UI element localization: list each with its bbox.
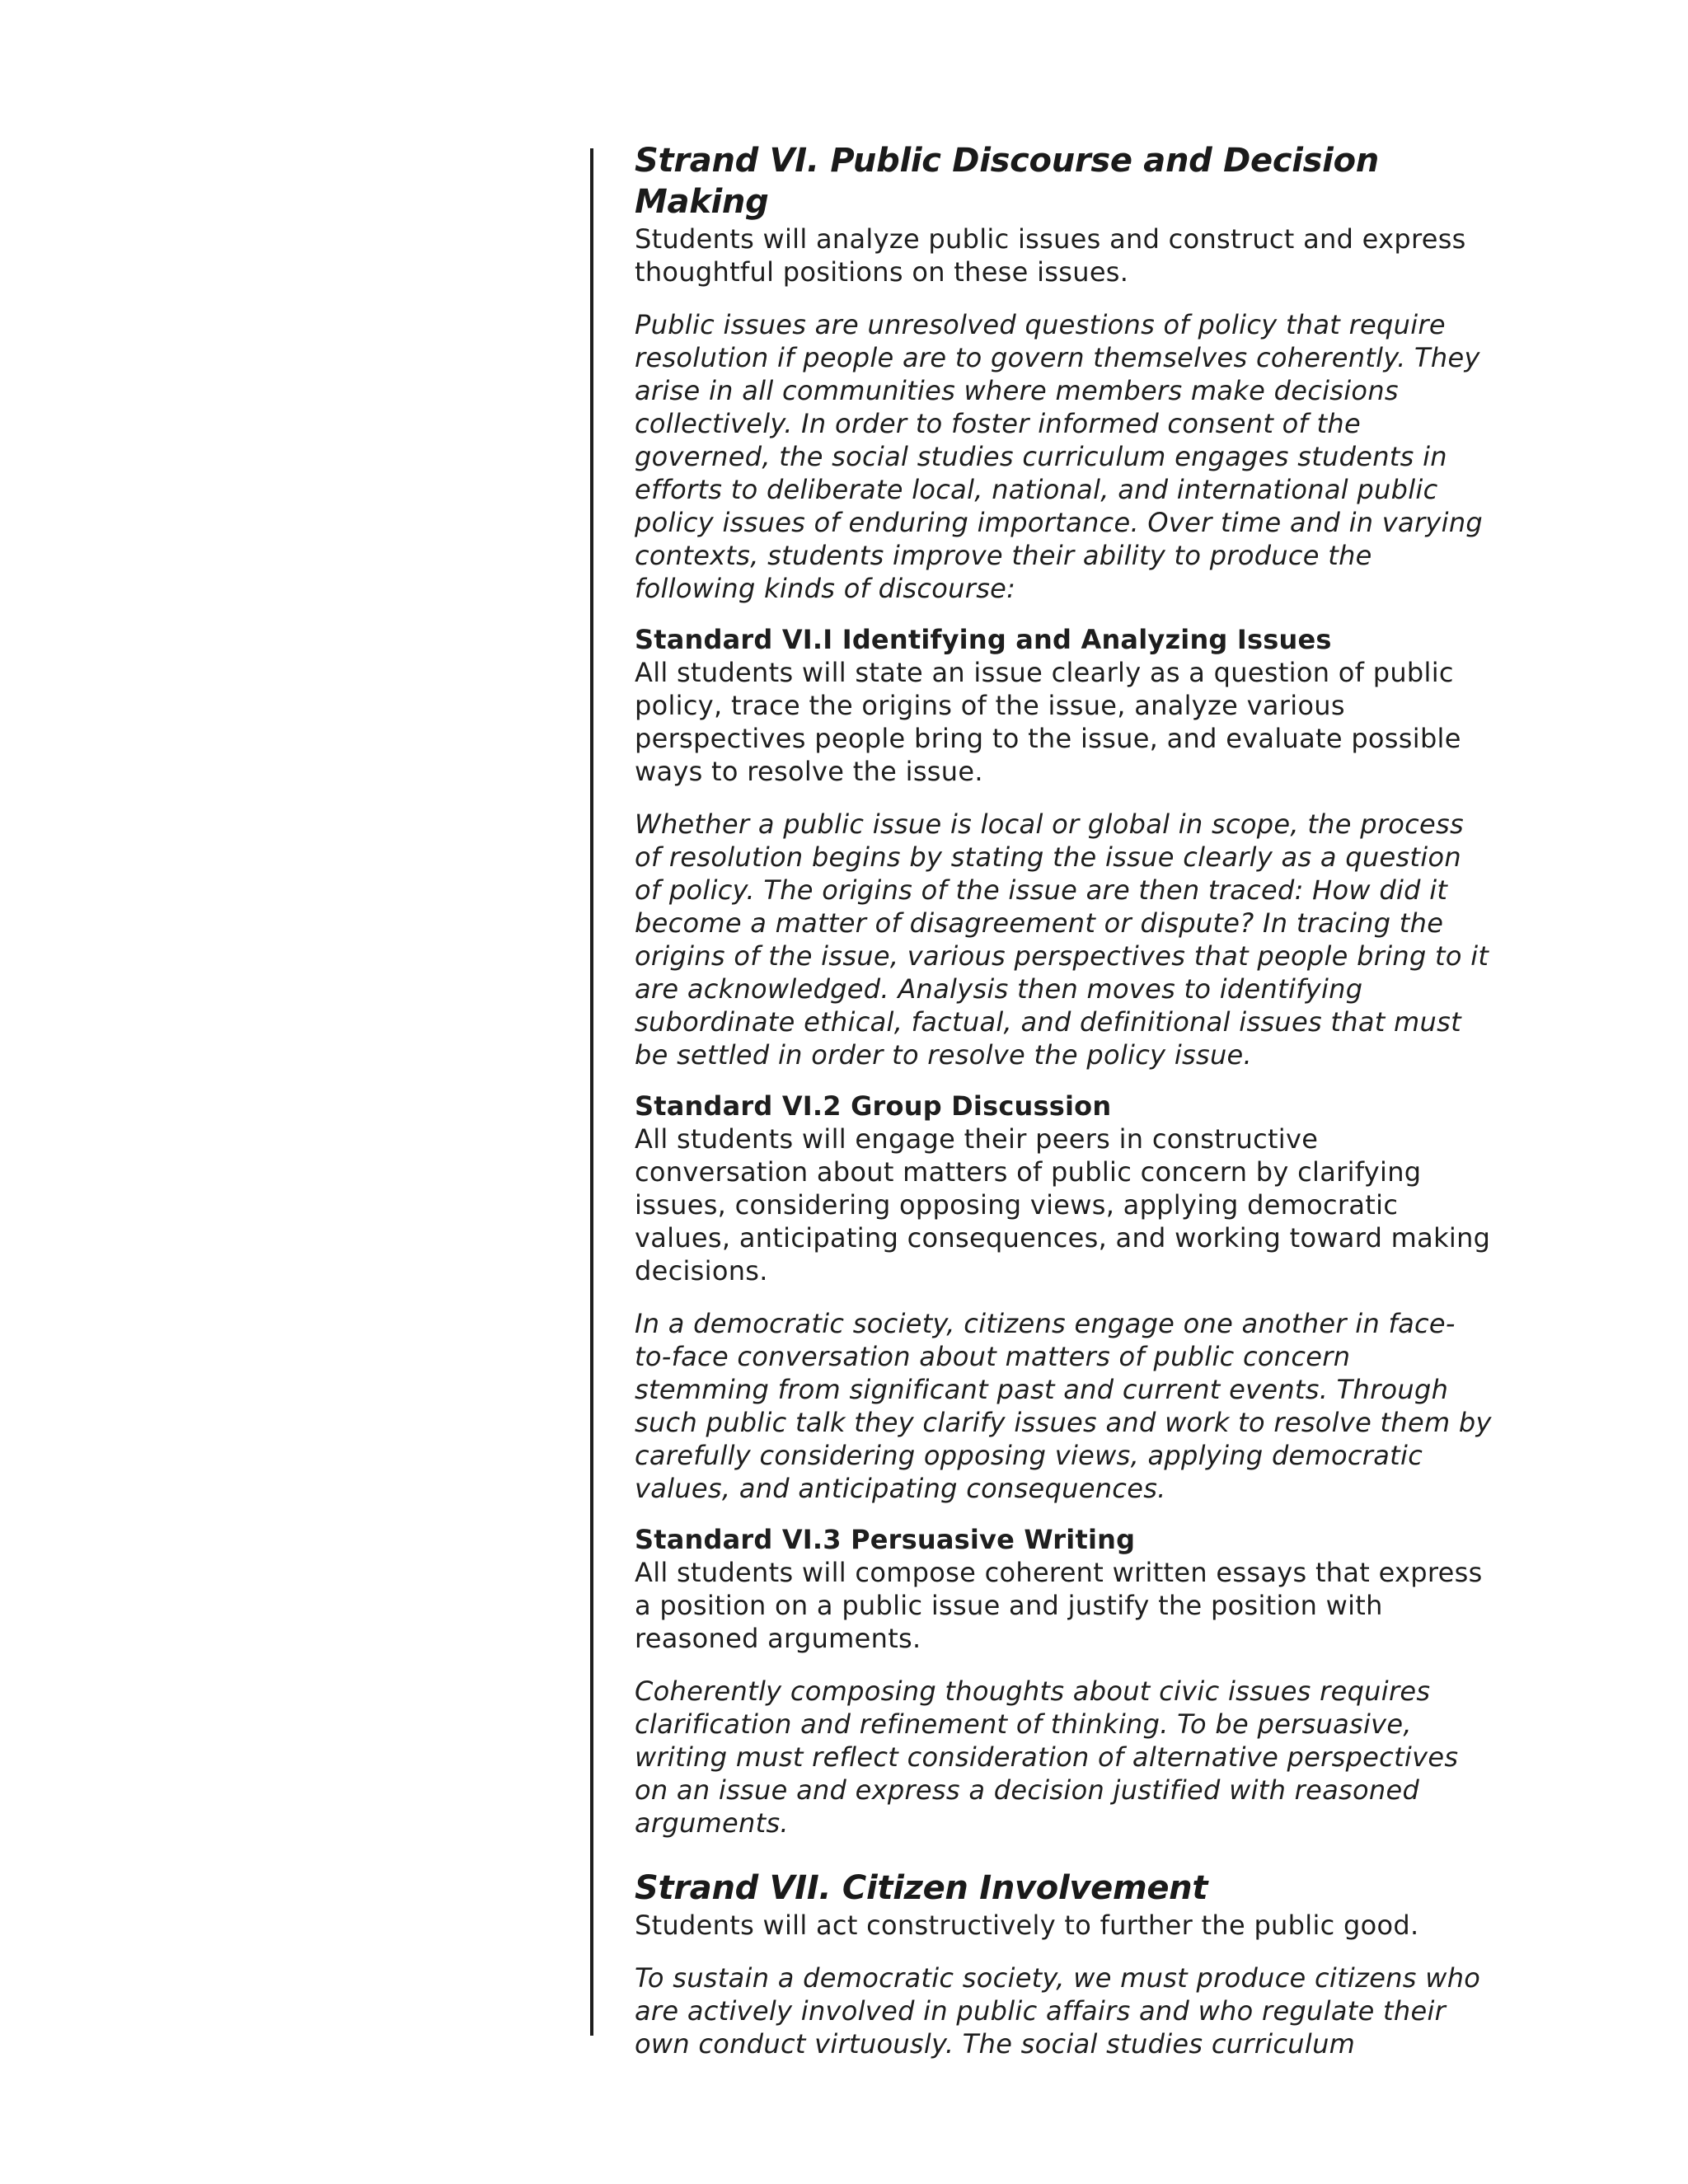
margin-rule — [590, 148, 593, 2036]
standard-6-1-statement: All students will state an issue clearly as a question of public policy, trace the origins of the issue, analyze various perspectives people bring to the issue, and evaluate possible ways to resolve the issue. — [635, 657, 1461, 787]
standard-6-3-elaboration: Coherently composing thoughts about civic issues requires clarification and refinement of thinking. To be persuasive, writing must reflect consideration of alternative perspectives on an issue and express a decision justified with reasoned arguments. — [635, 1675, 1459, 1839]
strand-7-title: Strand VII. Citizen Involvement — [635, 1869, 1208, 1907]
standard-6-1-title: Standard VI.I Identifying and Analyzing Issues — [635, 624, 1332, 655]
standard-6-2-elaboration: In a democratic society, citizens engage one another in face-to-face conversation about matters of public concern stemming from significant past and current events. Through such public talk they clarify issues and work to resolve them by carefully considering opposing views, applying democratic values, and anticipating consequences. — [635, 1308, 1492, 1504]
standard-6-2-title: Standard VI.2 Group Discussion — [635, 1090, 1112, 1122]
strand-7-intro: Students will act constructively to further the public good. — [635, 1910, 1419, 1941]
standard-6-3-statement: All students will compose coherent written essays that express a position on a public issue and justify the position with reasoned arguments. — [635, 1557, 1483, 1654]
standard-6-3-title: Standard VI.3 Persuasive Writing — [635, 1524, 1136, 1555]
strand-6-intro: Students will analyze public issues and construct and express thoughtful positions on these issues. — [635, 223, 1466, 288]
standard-6-2-statement: All students will engage their peers in constructive conversation about matters of public concern by clarifying issues, considering opposing views, applying democratic values, anticipating consequences, and working toward making decisions. — [635, 1123, 1491, 1286]
page-content — [635, 140, 1492, 2060]
standard-6-1-elaboration: Whether a public issue is local or global in scope, the process of resolution begins by stating the issue clearly as a question of policy. The origins of the issue are then traced: How did it become a matter of disagreement or dispute? In tracing the origins of the issue, various perspectives that people bring to it are acknowledged. Analysis then moves to identifying subordinate ethical, factual, and definitional issues that must be settled in order to resolve the policy issue. — [635, 808, 1489, 1071]
strand-7-description: To sustain a democratic society, we must produce citizens who are actively involved in public affairs and who regulate their own conduct virtuously. The social studies curriculum — [635, 1962, 1481, 2060]
strand-6-description: Public issues are unresolved questions of policy that require resolution if people are to govern themselves coherently. They arise in all communities where members make decisions collectively. In order to foster informed consent of the governed, the social studies curriculum engages students in efforts to deliberate local, national, and international public policy issues of enduring importance. Over time and in varying contexts, students improve their ability to produce the following kinds of discourse: — [635, 309, 1484, 604]
strand-6-title: Strand VI. Public Discourse and Decision Making — [635, 142, 1379, 221]
